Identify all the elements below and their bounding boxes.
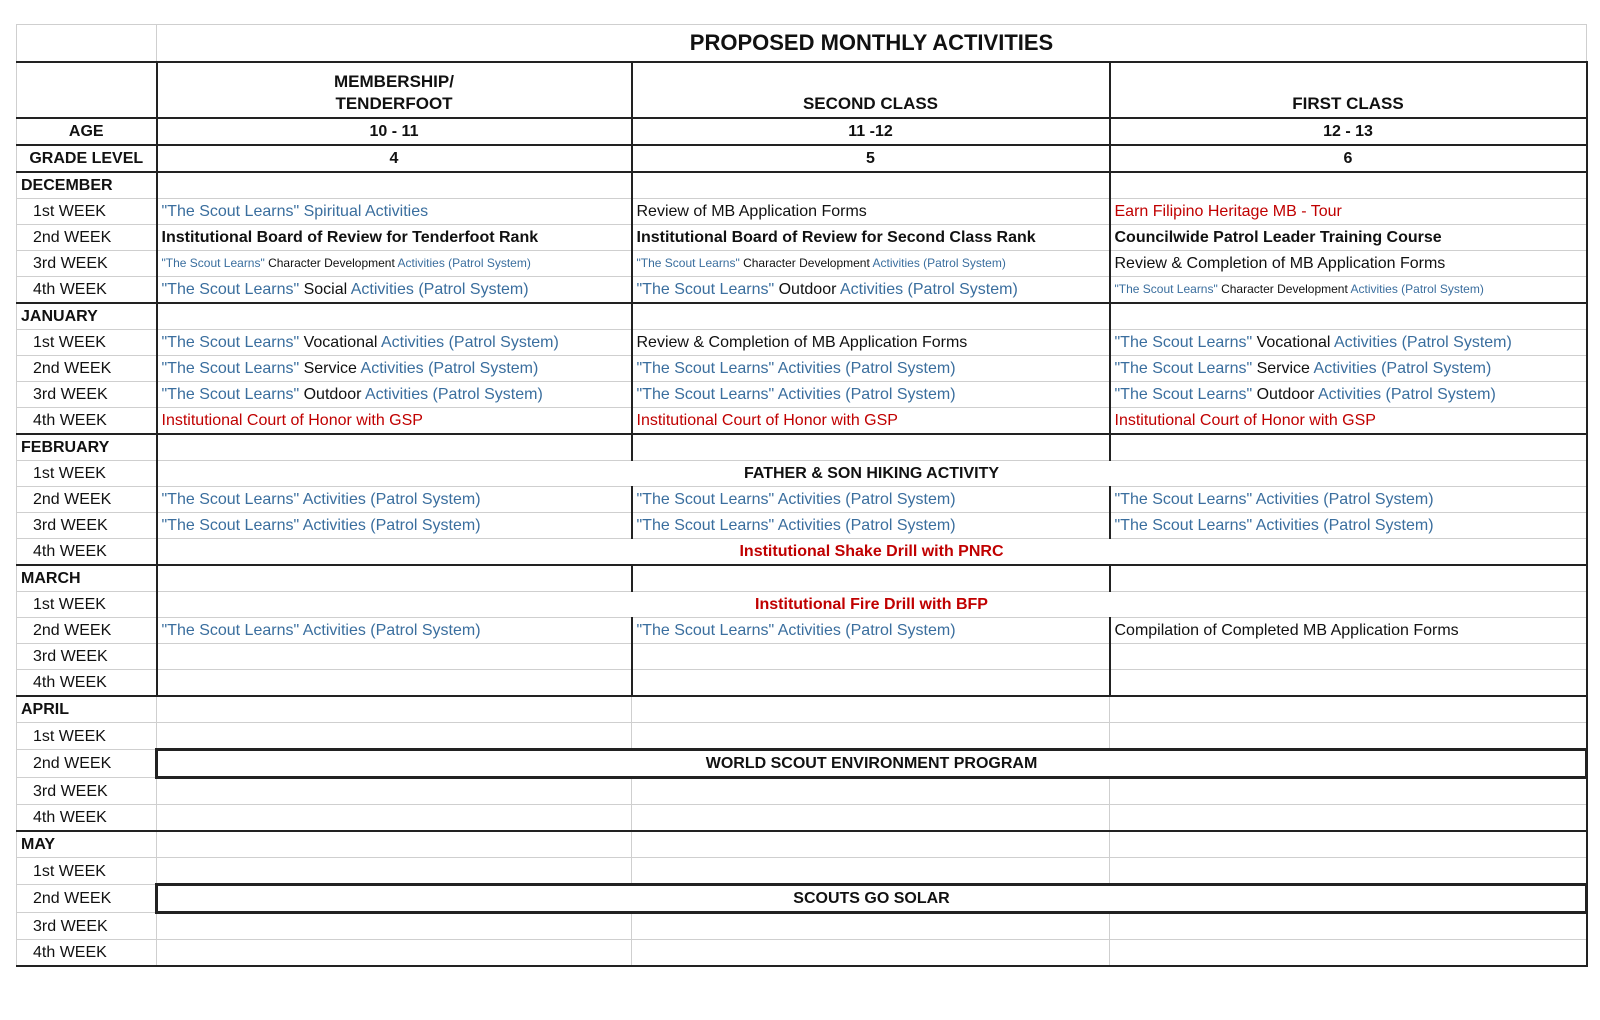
activities-table: [16, 24, 1588, 967]
cell: Institutional Board of Review for Second Class Rank: [632, 225, 1110, 251]
month-label: DECEMBER: [17, 172, 157, 199]
table-row: [17, 644, 1587, 670]
grade-first-class: 6: [1110, 145, 1587, 172]
cell: "The Scout Learns" Outdoor Activities (Patrol System): [632, 277, 1110, 304]
week-label: 2nd WEEK: [17, 356, 157, 382]
week-label: 3rd WEEK: [17, 513, 157, 539]
month-row-march: [17, 565, 1587, 592]
table-row: [17, 723, 1587, 750]
col-header-membership: MEMBERSHIP/ TENDERFOOT: [157, 62, 632, 118]
cell: "The Scout Learns" Service Activities (Patrol System): [1110, 356, 1587, 382]
grade-membership: 4: [157, 145, 632, 172]
cell: Compilation of Completed MB Application Forms: [1110, 618, 1587, 644]
cell: "The Scout Learns" Outdoor Activities (Patrol System): [1110, 382, 1587, 408]
cell: "The Scout Learns" Activities (Patrol System): [157, 513, 632, 539]
month-row-may: [17, 831, 1587, 858]
table-row: [17, 513, 1587, 539]
merged-cell: WORLD SCOUT ENVIRONMENT PROGRAM: [157, 750, 1587, 778]
merged-cell: SCOUTS GO SOLAR: [157, 885, 1587, 913]
cell: Earn Filipino Heritage MB - Tour: [1110, 199, 1587, 225]
cell: "The Scout Learns" Character Development Activities (Patrol System): [1110, 277, 1587, 304]
table-row: [17, 539, 1587, 566]
week-label: 3rd WEEK: [17, 913, 157, 940]
cell: "The Scout Learns" Activities (Patrol System): [1110, 513, 1587, 539]
week-label: 3rd WEEK: [17, 778, 157, 805]
week-label: 3rd WEEK: [17, 251, 157, 277]
week-label: 1st WEEK: [17, 461, 157, 487]
cell: "The Scout Learns" Spiritual Activities: [157, 199, 632, 225]
table-row: [17, 199, 1587, 225]
grade-label: GRADE LEVEL: [17, 145, 157, 172]
grade-row: [17, 145, 1587, 172]
cell: Councilwide Patrol Leader Training Course: [1110, 225, 1587, 251]
cell: "The Scout Learns" Character Development Activities (Patrol System): [157, 251, 632, 277]
cell: "The Scout Learns" Activities (Patrol System): [157, 618, 632, 644]
age-label: AGE: [17, 118, 157, 145]
month-row-april: [17, 696, 1587, 723]
week-label: 3rd WEEK: [17, 382, 157, 408]
cell: "The Scout Learns" Service Activities (Patrol System): [157, 356, 632, 382]
week-label: 3rd WEEK: [17, 644, 157, 670]
activities-sheet: [16, 24, 1586, 967]
cell: Institutional Court of Honor with GSP: [1110, 408, 1587, 435]
cell: "The Scout Learns" Social Activities (Patrol System): [157, 277, 632, 304]
week-label: 1st WEEK: [17, 199, 157, 225]
title-row: [17, 25, 1587, 63]
page-title: PROPOSED MONTHLY ACTIVITIES: [157, 25, 1587, 63]
week-label: 1st WEEK: [17, 592, 157, 618]
cell: Review & Completion of MB Application Forms: [632, 330, 1110, 356]
month-row-december: [17, 172, 1587, 199]
cell: "The Scout Learns" Activities (Patrol System): [632, 382, 1110, 408]
table-row: [17, 592, 1587, 618]
cell: "The Scout Learns" Activities (Patrol System): [157, 487, 632, 513]
merged-cell: FATHER & SON HIKING ACTIVITY: [157, 461, 1587, 487]
cell: Institutional Court of Honor with GSP: [632, 408, 1110, 435]
table-row: [17, 940, 1587, 967]
week-label: 4th WEEK: [17, 670, 157, 697]
col-header-first-class: FIRST CLASS: [1110, 62, 1587, 118]
grade-second-class: 5: [632, 145, 1110, 172]
cell: "The Scout Learns" Activities (Patrol System): [632, 356, 1110, 382]
merged-cell: Institutional Fire Drill with BFP: [157, 592, 1587, 618]
age-second-class: 11 -12: [632, 118, 1110, 145]
cell: "The Scout Learns" Activities (Patrol System): [632, 513, 1110, 539]
cell: Institutional Board of Review for Tenderfoot Rank: [157, 225, 632, 251]
cell: "The Scout Learns" Activities (Patrol System): [632, 487, 1110, 513]
age-membership: 10 - 11: [157, 118, 632, 145]
col-header-second-class: SECOND CLASS: [632, 62, 1110, 118]
month-row-january: [17, 303, 1587, 330]
cell: "The Scout Learns" Vocational Activities (Patrol System): [1110, 330, 1587, 356]
week-label: 1st WEEK: [17, 858, 157, 885]
cell: "The Scout Learns" Activities (Patrol System): [1110, 487, 1587, 513]
cell: Review of MB Application Forms: [632, 199, 1110, 225]
week-label: 4th WEEK: [17, 805, 157, 832]
week-label: 2nd WEEK: [17, 618, 157, 644]
table-row: [17, 750, 1587, 778]
month-label: MAY: [17, 831, 157, 858]
table-row: [17, 778, 1587, 805]
age-row: [17, 118, 1587, 145]
cell: "The Scout Learns" Vocational Activities (Patrol System): [157, 330, 632, 356]
month-label: APRIL: [17, 696, 157, 723]
table-row: [17, 382, 1587, 408]
cell: "The Scout Learns" Outdoor Activities (Patrol System): [157, 382, 632, 408]
week-label: 2nd WEEK: [17, 225, 157, 251]
table-row: [17, 913, 1587, 940]
table-row: [17, 225, 1587, 251]
month-row-february: [17, 434, 1587, 461]
cell: "The Scout Learns" Character Development Activities (Patrol System): [632, 251, 1110, 277]
week-label: 1st WEEK: [17, 330, 157, 356]
month-label: FEBRUARY: [17, 434, 157, 461]
table-row: [17, 885, 1587, 913]
table-row: [17, 330, 1587, 356]
month-label: MARCH: [17, 565, 157, 592]
week-label: 1st WEEK: [17, 723, 157, 750]
week-label: 4th WEEK: [17, 539, 157, 566]
table-row: [17, 408, 1587, 435]
cell: Review & Completion of MB Application Forms: [1110, 251, 1587, 277]
week-label: 4th WEEK: [17, 408, 157, 435]
week-label: 2nd WEEK: [17, 885, 157, 913]
month-label: JANUARY: [17, 303, 157, 330]
age-first-class: 12 - 13: [1110, 118, 1587, 145]
table-row: [17, 461, 1587, 487]
cell: Institutional Court of Honor with GSP: [157, 408, 632, 435]
merged-cell: Institutional Shake Drill with PNRC: [157, 539, 1587, 566]
table-row: [17, 277, 1587, 304]
table-row: [17, 858, 1587, 885]
table-row: [17, 670, 1587, 697]
week-label: 4th WEEK: [17, 940, 157, 967]
week-label: 2nd WEEK: [17, 487, 157, 513]
week-label: 4th WEEK: [17, 277, 157, 304]
column-header-row: [17, 62, 1587, 118]
table-row: [17, 618, 1587, 644]
table-row: [17, 251, 1587, 277]
cell: "The Scout Learns" Activities (Patrol System): [632, 618, 1110, 644]
table-row: [17, 356, 1587, 382]
table-row: [17, 805, 1587, 832]
week-label: 2nd WEEK: [17, 750, 157, 778]
table-row: [17, 487, 1587, 513]
